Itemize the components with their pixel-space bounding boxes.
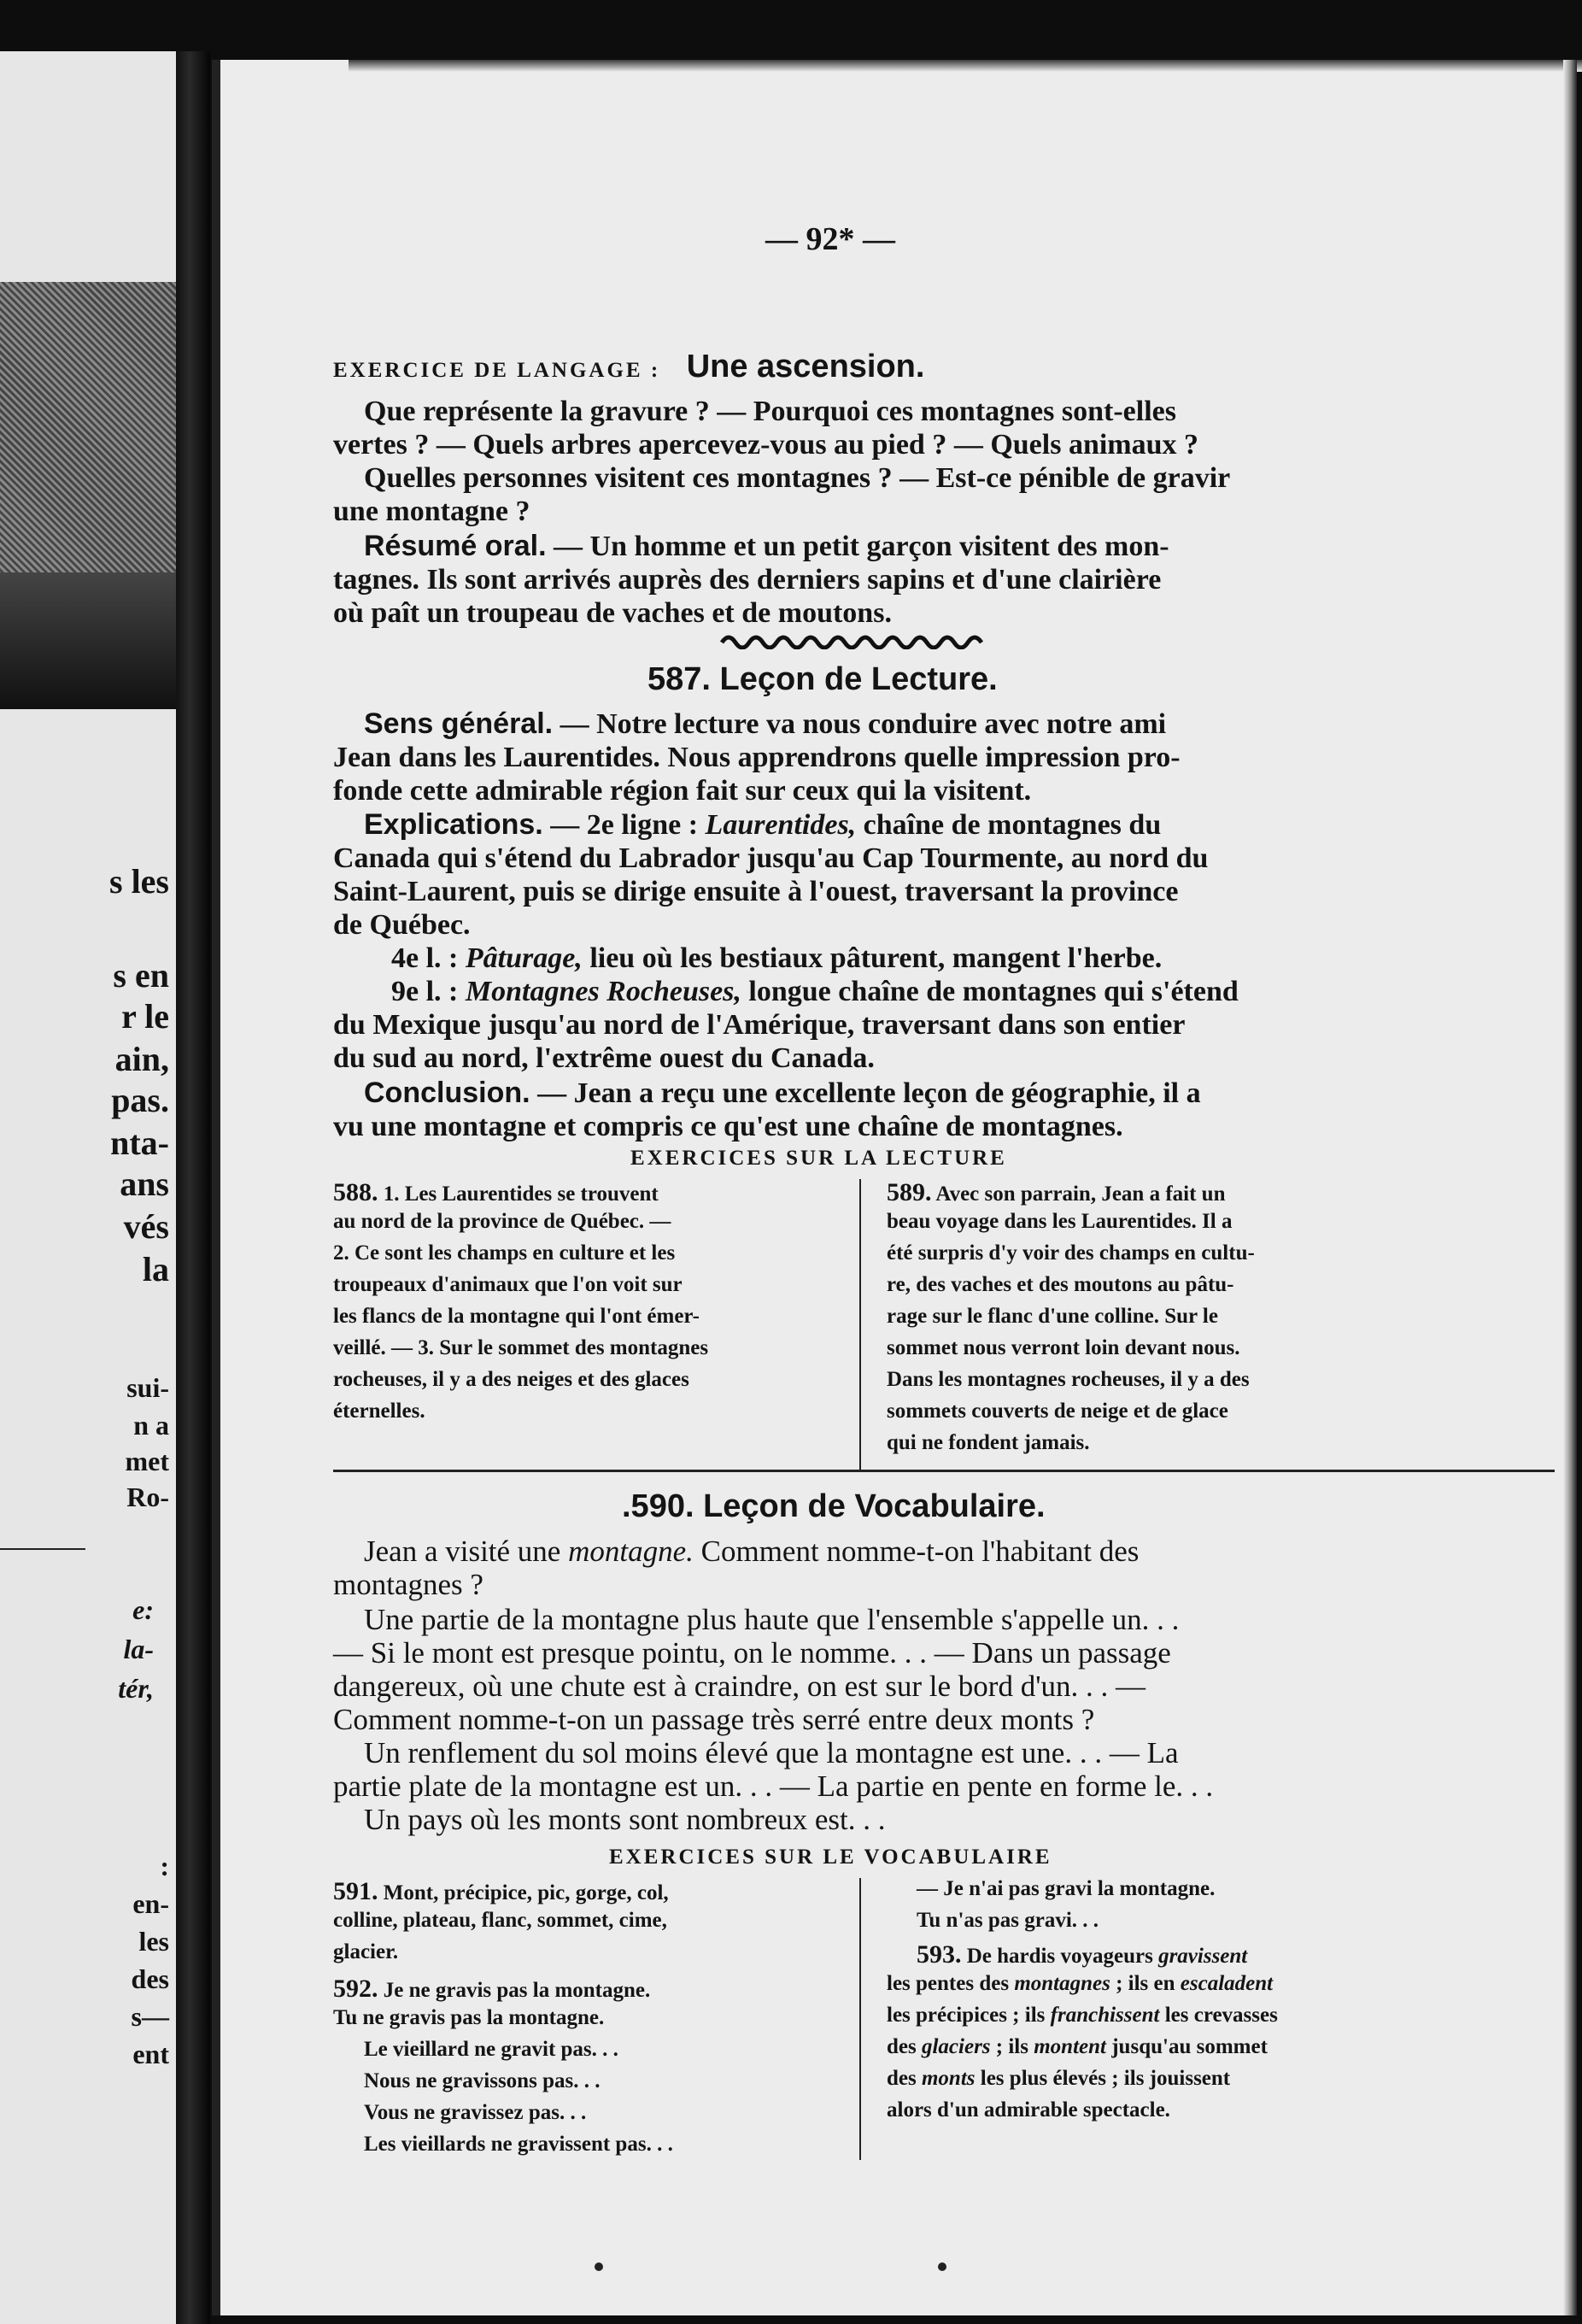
paragraph-line	[364, 1077, 1201, 1110]
exercise-text: ; ils	[990, 2035, 1034, 2058]
term-italic: Montagnes Rocheuses,	[465, 976, 741, 1007]
paragraph-line	[364, 707, 1166, 741]
paragraph-line: Quelles personnes visitent ces montagnes ? — Est-ce pénible de gravir	[364, 462, 1231, 494]
page-number: — 92* —	[765, 221, 895, 257]
exercise-line	[887, 1177, 1226, 1208]
term-italic: franchissent	[1050, 2004, 1160, 2027]
exercise-text: les pentes des	[887, 1972, 1015, 1995]
exercise-line	[887, 2003, 1278, 2028]
exercise-number: 589.	[887, 1178, 932, 1206]
exercise-text: les précipices ; ils	[887, 2004, 1051, 2027]
paragraph-line: Un renflement du sol moins élevé que la montagne est une. . . — La	[364, 1736, 1179, 1769]
left-page-fragment	[0, 51, 179, 2324]
paragraph-text: — Un homme et un petit garçon visitent des mon-	[546, 531, 1169, 562]
paragraph-line: Jean dans les Laurentides. Nous apprendrons quelle impression pro-	[333, 742, 1181, 773]
wavy-divider	[720, 631, 993, 649]
left-rule	[0, 1548, 85, 1550]
paragraph-text: — 2e ligne :	[542, 809, 706, 841]
left-text-fragment: nta-	[110, 1124, 169, 1162]
exercise-line: éternelles.	[333, 1400, 425, 1423]
left-text-fragment: s les	[109, 862, 169, 901]
paragraph-line: — Si le mont est presque pointu, on le nomme. . . — Dans un passage	[333, 1636, 1171, 1670]
printer-mark	[938, 2262, 946, 2271]
paragraph-line: du Mexique jusqu'au nord de l'Amérique, traversant dans son entier	[333, 1009, 1186, 1041]
exercises-heading: EXERCICES SUR LA LECTURE	[630, 1147, 1007, 1170]
exercise-line: rocheuses, il y a des neiges et des glaces	[333, 1368, 689, 1391]
paragraph-line	[364, 808, 1161, 842]
left-text-fragment: ans	[120, 1165, 169, 1203]
exercise-line: Dans les montagnes rocheuses, il y a des	[887, 1368, 1250, 1391]
term-italic: gravissent	[1158, 1945, 1248, 1968]
exercise-text: les plus élevés ; ils jouissent	[975, 2067, 1231, 2090]
exercise-line: re, des vaches et des moutons au pâtu-	[887, 1273, 1234, 1296]
paragraph-text: 4e l. :	[391, 942, 466, 974]
term-italic: Laurentides,	[705, 809, 857, 841]
exercise-text: des	[887, 2035, 922, 2058]
paragraph-text: chaîne de montagnes du	[856, 809, 1162, 841]
paragraph-line: Comment nomme-t-on un passage très serré entre deux monts ?	[333, 1703, 1095, 1736]
left-script-fragment: tér,	[118, 1673, 154, 1704]
exercise-text: Mont, précipice, pic, gorge, col,	[378, 1881, 669, 1904]
exercise-line: Le vieillard ne gravit pas. . .	[364, 2038, 618, 2061]
exercise-text: les crevasses	[1159, 2004, 1278, 2027]
left-text-fragment: sui-	[126, 1372, 169, 1403]
paragraph-line: une montagne ?	[333, 496, 530, 527]
paragraph-text: lieu où les bestiaux pâturent, mangent l'herbe.	[582, 942, 1163, 974]
paragraph-line: Une partie de la montagne plus haute que l'ensemble s'appelle un. . .	[364, 1603, 1180, 1636]
term-italic: Pâturage,	[465, 942, 583, 974]
paragraph-line	[364, 530, 1169, 563]
exercise-line: Vous ne gravissez pas. . .	[364, 2101, 587, 2124]
exercise-line: Nous ne gravissons pas. . .	[364, 2069, 601, 2092]
page-right-edge	[1563, 60, 1577, 2315]
term-italic: glaciers	[921, 2035, 991, 2058]
paragraph-text: Comment nomme-t-on l'habitant des	[693, 1535, 1140, 1568]
left-text-fragment: les	[138, 1926, 169, 1957]
exercise-line: les flancs de la montagne qui l'ont émer-	[333, 1305, 700, 1328]
term-italic: montagnes	[1014, 1972, 1110, 1995]
paragraph-text: — Jean a reçu une excellente leçon de géographie, il a	[530, 1077, 1201, 1109]
paragraph-line	[364, 1535, 1139, 1569]
column-divider	[859, 1179, 861, 1470]
exercise-text: 1. Les Laurentides se trouvent	[378, 1183, 659, 1206]
left-text-fragment: met	[125, 1446, 169, 1476]
exercise-line: été surpris d'y voir des champs en cultu-	[887, 1241, 1255, 1265]
left-text-fragment: la	[142, 1250, 169, 1288]
book-page	[212, 60, 1577, 2315]
paragraph-line: Canada qui s'étend du Labrador jusqu'au Cap Tourmente, au nord du	[333, 842, 1209, 874]
paragraph-line: de Québec.	[333, 909, 471, 941]
left-text-fragment: ent	[132, 2039, 169, 2069]
paragraph-text: — Notre lecture va nous conduire avec notre ami	[553, 708, 1167, 740]
left-script-fragment: e:	[132, 1594, 154, 1625]
exercise-text: Je ne gravis pas la montagne.	[378, 1979, 651, 2002]
exercise-line: glacier.	[333, 1940, 399, 1963]
exercise-line: au nord de la province de Québec. —	[333, 1210, 671, 1233]
exercise-number: 591.	[333, 1877, 378, 1905]
exercise-line: Tu ne gravis pas la montagne.	[333, 2006, 605, 2029]
exercise-number: 593.	[917, 1940, 962, 1969]
term-italic: escaladent	[1180, 1972, 1274, 1995]
exercise-number: 592.	[333, 1975, 378, 2003]
section-rule	[333, 1470, 1555, 1472]
section-label: Conclusion.	[364, 1077, 530, 1109]
exercise-line	[333, 1876, 669, 1907]
left-script-fragment: la-	[123, 1634, 154, 1664]
exercise-text: des	[887, 2067, 922, 2090]
exercise-line	[333, 1974, 650, 2004]
column-divider	[859, 1878, 861, 2160]
exercise-line: qui ne fondent jamais.	[887, 1431, 1090, 1454]
exercise-line	[887, 2066, 1230, 2092]
lesson-title: .590. Leçon de Vocabulaire.	[622, 1488, 1046, 1524]
paragraph-line: vu une montagne et compris ce qu'est une chaîne de montagnes.	[333, 1111, 1123, 1142]
exercise-line	[917, 1940, 1247, 1970]
exercise-line	[887, 2034, 1268, 2060]
paragraph-text: longue chaîne de montagnes qui s'étend	[741, 976, 1239, 1007]
left-text-fragment: r le	[121, 997, 169, 1036]
section-label: Explications.	[364, 808, 543, 841]
page-top-shadow	[349, 60, 1582, 72]
exercise-line: rage sur le flanc d'une colline. Sur le	[887, 1305, 1218, 1328]
exercise-line: 2. Ce sont les champs en culture et les	[333, 1241, 676, 1265]
exercise-line: — Je n'ai pas gravi la montagne.	[917, 1877, 1216, 1900]
paragraph-line: montagnes ?	[333, 1568, 483, 1601]
term-italic: monts	[921, 2067, 976, 2090]
exercise-text: ; ils en	[1110, 1972, 1181, 1995]
paragraph-line: vertes ? — Quels arbres apercevez-vous au pied ? — Quels animaux ?	[333, 429, 1199, 461]
term-italic: montagne.	[568, 1535, 694, 1568]
exercise-header	[333, 349, 924, 386]
exercise-line: colline, plateau, flanc, sommet, cime,	[333, 1909, 667, 1932]
left-text-fragment: :	[160, 1851, 169, 1881]
paragraph-line: dangereux, où une chute est à craindre, on est sur le bord d'un. . . —	[333, 1670, 1146, 1703]
paragraph-line: Un pays où les monts sont nombreux est. . .	[364, 1803, 886, 1836]
left-text-fragment: n a	[133, 1410, 169, 1441]
exercise-label: EXERCICE DE LANGAGE :	[333, 359, 661, 382]
left-text-fragment: Ro-	[126, 1482, 169, 1512]
paragraph-line: où paît un troupeau de vaches et de moutons.	[333, 597, 892, 629]
exercise-line: Tu n'as pas gravi. . .	[917, 1909, 1099, 1932]
section-label: Sens général.	[364, 707, 554, 740]
exercise-line: sommets couverts de neige et de glace	[887, 1400, 1228, 1423]
paragraph-text: Jean a visité une	[364, 1535, 569, 1568]
paragraph-line: Saint-Laurent, puis se dirige ensuite à l'ouest, traversant la province	[333, 876, 1179, 907]
left-text-fragment: en-	[132, 1888, 169, 1919]
exercise-text: jusqu'au sommet	[1105, 2035, 1268, 2058]
exercise-line: troupeaux d'animaux que l'on voit sur	[333, 1273, 683, 1296]
paragraph-line: Que représente la gravure ? — Pourquoi ces montagnes sont-elles	[364, 396, 1176, 427]
paragraph-line: partie plate de la montagne est un. . . — La partie en pente en forme le. . .	[333, 1769, 1214, 1803]
left-text-fragment: s—	[131, 2001, 169, 2032]
exercise-number: 588.	[333, 1178, 378, 1206]
printer-mark	[595, 2262, 603, 2271]
exercise-line: beau voyage dans les Laurentides. Il a	[887, 1210, 1233, 1233]
paragraph-line: du sud au nord, l'extrême ouest du Canada.	[333, 1042, 875, 1074]
left-engraving-shade	[0, 572, 179, 709]
exercise-line: veillé. — 3. Sur le sommet des montagnes	[333, 1336, 709, 1359]
paragraph-line	[391, 975, 1239, 1008]
paragraph-line	[391, 942, 1162, 975]
paragraph-line: tagnes. Ils sont arrivés auprès des derniers sapins et d'une clairière	[333, 564, 1162, 596]
left-text-fragment: des	[131, 1963, 169, 1994]
left-text-fragment: pas.	[111, 1081, 169, 1119]
left-text-fragment: s en	[113, 956, 169, 995]
term-italic: montent	[1034, 2035, 1106, 2058]
exercise-line: sommet nous verront loin devant nous.	[887, 1336, 1240, 1359]
left-text-fragment: ain,	[114, 1040, 169, 1078]
exercise-text: De hardis voyageurs	[961, 1945, 1159, 1968]
left-text-fragment: vés	[123, 1207, 169, 1246]
section-label: Résumé oral.	[364, 530, 547, 562]
paragraph-text: 9e l. :	[391, 976, 466, 1007]
exercise-line: Les vieillards ne gravissent pas. . .	[364, 2133, 673, 2156]
exercise-line: alors d'un admirable spectacle.	[887, 2098, 1170, 2122]
exercise-text: Avec son parrain, Jean a fait un	[931, 1183, 1226, 1206]
book-binding	[176, 51, 210, 2324]
paragraph-line: fonde cette admirable région fait sur ceux qui la visitent.	[333, 775, 1032, 807]
exercise-title: Une ascension.	[686, 349, 925, 384]
exercise-line	[887, 1971, 1273, 1997]
exercises-heading: EXERCICES SUR LE VOCABULAIRE	[609, 1846, 1052, 1869]
exercise-line	[333, 1177, 659, 1208]
lesson-title: 587. Leçon de Lecture.	[647, 661, 998, 697]
